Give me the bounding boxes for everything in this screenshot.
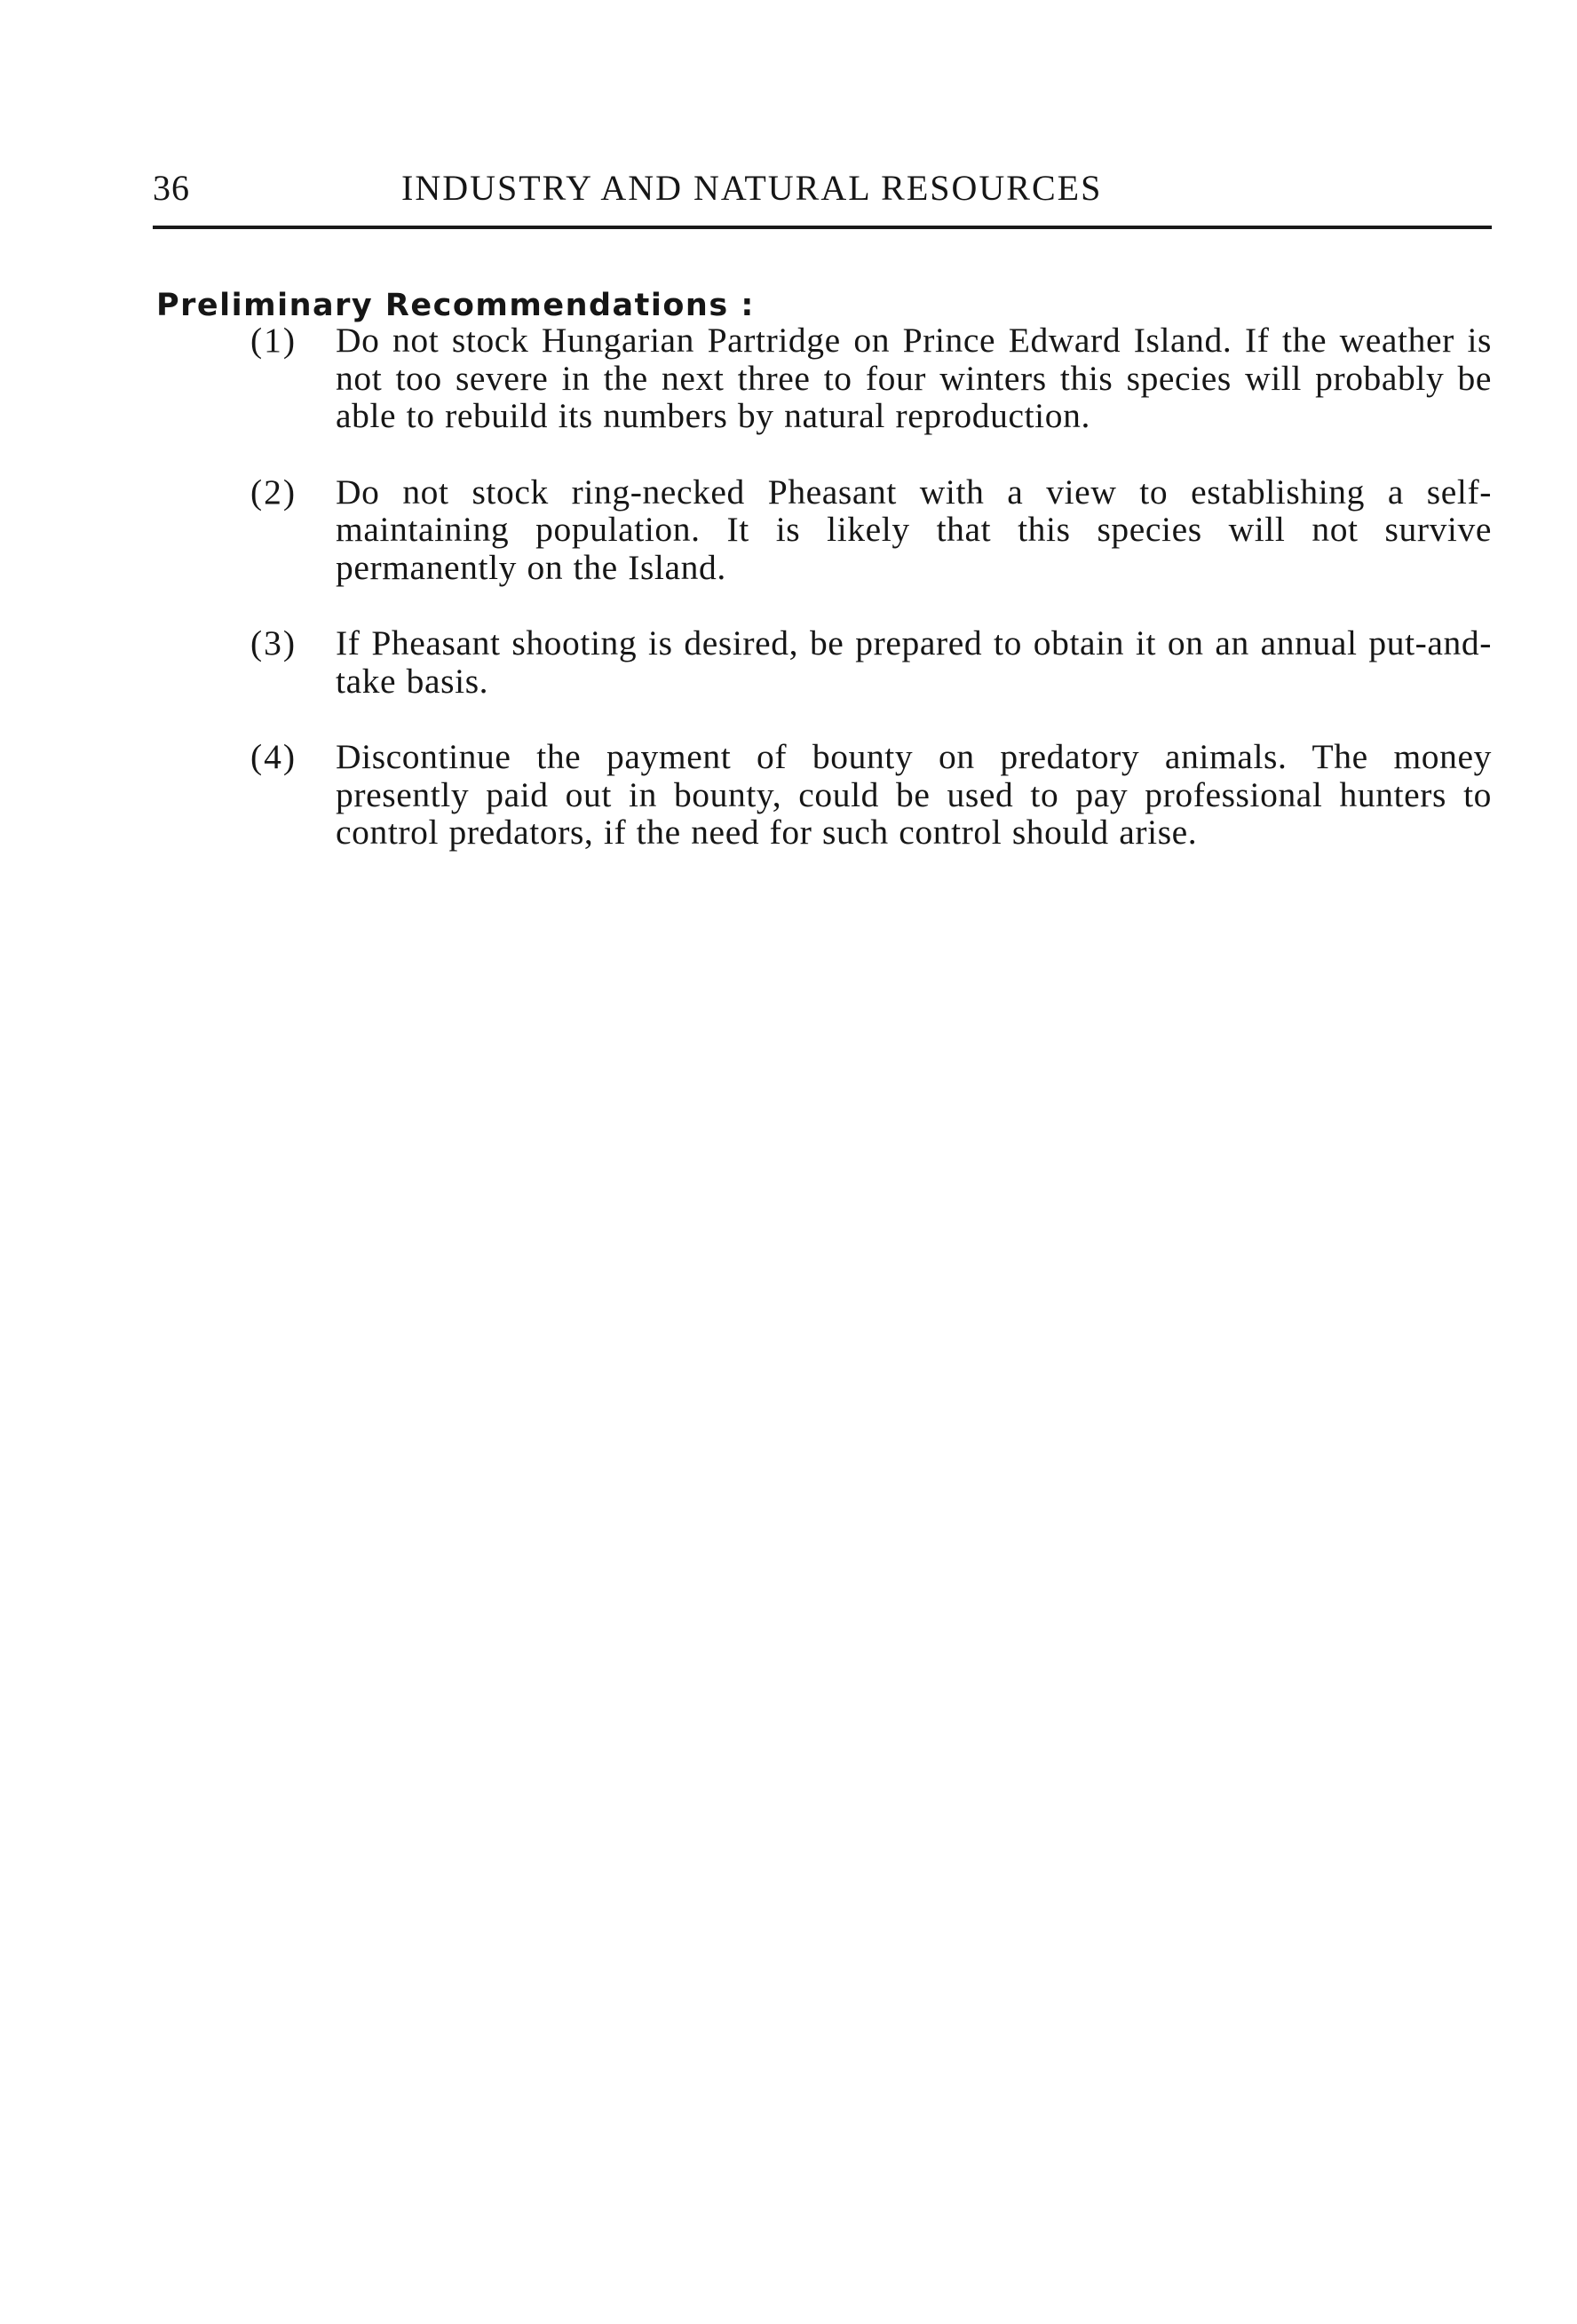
recommendation-number: (3) bbox=[250, 623, 297, 662]
page-header bbox=[153, 158, 1494, 211]
recommendation-text: Do not stock ring-necked Pheasant with a view to establishing a self-maintaining population. It is likely that this species will not survive permanently on the Island. bbox=[336, 472, 1492, 587]
recommendation-text: Do not stock Hungarian Partridge on Prince Edward Island. If the weather is not too severe in the next three to four winters this species will probably be able to rebuild its numbers by natural reproduction. bbox=[336, 321, 1492, 435]
recommendation-number: (2) bbox=[250, 472, 297, 512]
header-rule bbox=[153, 226, 1492, 229]
running-title: INDUSTRY AND NATURAL RESOURCES bbox=[401, 168, 1103, 208]
recommendation-item bbox=[156, 473, 1492, 587]
page-number: 36 bbox=[153, 168, 190, 208]
recommendations-list bbox=[156, 321, 1492, 890]
recommendation-item bbox=[156, 738, 1492, 852]
section-heading: Preliminary Recommendations : bbox=[156, 288, 755, 323]
recommendation-item bbox=[156, 624, 1492, 700]
recommendation-text: If Pheasant shooting is desired, be prepared to obtain it on an annual put-and-take basis. bbox=[336, 623, 1492, 701]
recommendation-item bbox=[156, 321, 1492, 435]
recommendation-text: Discontinue the payment of bounty on predatory animals. The money presently paid out in bounty, could be used to pay professional hunters to control predators, if the need for such control should arise. bbox=[336, 737, 1492, 852]
recommendation-number: (4) bbox=[250, 737, 297, 776]
recommendation-number: (1) bbox=[250, 321, 297, 360]
